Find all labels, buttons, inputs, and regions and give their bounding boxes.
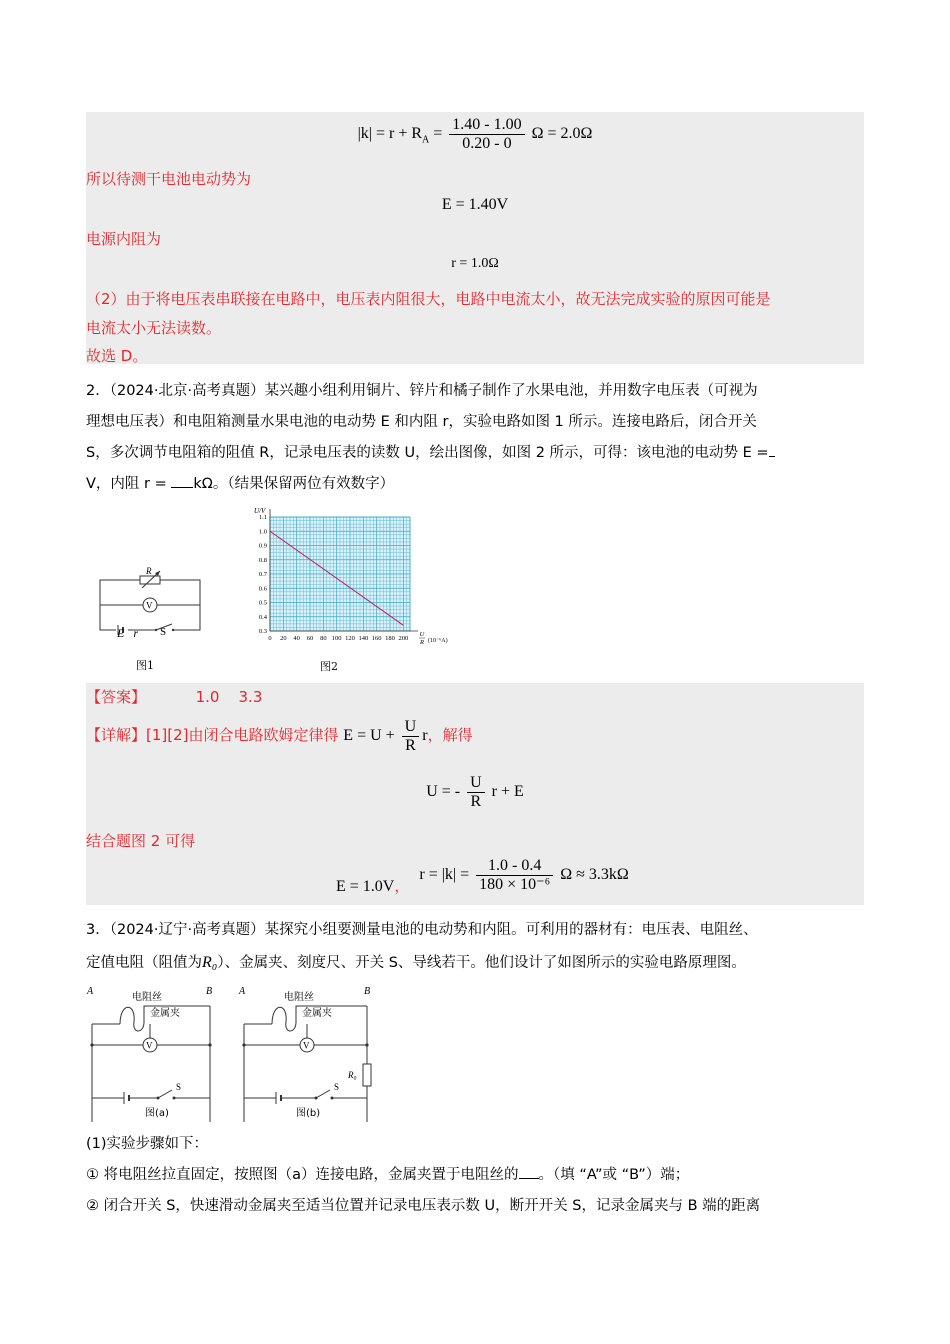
svg-text:R: R [146, 566, 152, 576]
chart-x-tick-label: 140 [358, 635, 369, 642]
fig1-labels: E r [117, 626, 139, 640]
chart-y-tick-label: 0.3 [258, 628, 267, 635]
figure-a-bottom [84, 1070, 224, 1130]
r-equation: r = 1.0Ω [451, 256, 499, 271]
part2-line2: 电流太小无法读数。 [86, 319, 222, 337]
emf-equation: E = 1.40V [441, 196, 509, 213]
q2-line2: 理想电压表）和电阻箱测量水果电池的电动势 E 和内阻 r，实验电路如图 1 所示。连接电路后，闭合开关 [86, 414, 757, 430]
fraction-k: $\frac{1.40 - 1.00}{0.20 - 0}$ [449, 116, 524, 153]
svg-text:V: V [303, 1040, 310, 1051]
chart-y-tick-label: 0.4 [258, 613, 267, 621]
chart-y-tick-label: 0.5 [258, 599, 267, 607]
part2-line1: （2）由于将电压表串联接在电路中，电压表内阻很大，电路中电流太小，故无法完成实验的原因可能是 [86, 290, 771, 308]
chart-x-tick-label: 80 [320, 635, 327, 642]
chart-x-tick-label: 200 [398, 635, 409, 642]
svg-text:R₀: R₀ [348, 1070, 357, 1080]
internal-resistance-text: 电源内阻为 [86, 230, 162, 248]
chart-y-tick-label: 1.0 [258, 528, 267, 536]
chart-x-tick-label: 100 [331, 635, 342, 642]
q3-line2: 定值电阻（阻值为R₀）、金属夹、刻度尺、开关 S、导线若干。他们设计了如图所示的实验电路原理图。 [86, 954, 746, 971]
svg-text:A: A [239, 986, 246, 997]
svg-text:V: V [146, 600, 153, 611]
chart-x-tick-label: 40 [293, 635, 300, 642]
q2-line1: 2．（2024·北京·高考真题）某兴趣小组利用铜片、锌片和橘子制作了水果电池，并用数字电压表（可视为 [86, 383, 758, 399]
q3-steps-title: (1)实验步骤如下： [86, 1136, 209, 1152]
emf-text: 所以待测干电池电动势为 [86, 170, 252, 188]
svg-text:S: S [334, 1082, 340, 1092]
chart-x-tick-label: 0 [268, 635, 272, 642]
svg-text:B: B [206, 986, 213, 997]
chart-y-tick-label: 0.8 [258, 556, 267, 564]
svg-text:金属夹: 金属夹 [150, 1008, 180, 1019]
chart-x-tick-label: 60 [306, 635, 314, 642]
fig1-switch-label: S [160, 626, 167, 638]
fig1-caption: 图1 [136, 659, 154, 672]
svg-text:电阻丝: 电阻丝 [284, 992, 314, 1003]
svg-text:电阻丝: 电阻丝 [132, 992, 162, 1003]
chart-y-tick-label: 1.1 [258, 514, 267, 521]
fig2-caption: 图2 [320, 660, 338, 673]
q2-line4: V，内阻 r = kΩ。（结果保留两位有效数字） [86, 476, 395, 492]
svg-text:V: V [146, 1040, 153, 1051]
choice-text: 故选 D。 [86, 347, 148, 365]
detail-line: 【详解】[1][2]由闭合电路欧姆定律得 E = U + $\frac{U}{R}$ r，解得 [86, 718, 473, 754]
blank-end[interactable] [519, 1178, 539, 1179]
chart-y-tick-label: 0.7 [258, 571, 267, 578]
q3-line1: 3．（2024·辽宁·高考真题）某探究小组要测量电池的电动势和内阻。可利用的器材有：电压表、电阻丝、 [86, 922, 758, 938]
answer-values: 1.0 3.3 [195, 688, 263, 706]
svg-text:S: S [176, 1082, 182, 1092]
svg-text:金属夹: 金属夹 [302, 1008, 332, 1019]
answer-line: 【答案】 1.0 3.3 [86, 688, 263, 706]
figure-1-circuit [96, 566, 216, 636]
chart-x-axis-label-den: R [420, 639, 424, 646]
svg-text:B: B [364, 986, 371, 997]
figure-2-chart [250, 503, 450, 648]
chart-x-tick-label: 20 [280, 635, 287, 642]
q2-line3: S，多次调节电阻箱的阻值 R，记录电压表的读数 U，绘出图像，如图 2 所示，可得：该电池的电动势 E = [86, 441, 775, 462]
fig-reference-text: 结合题图 2 可得 [86, 832, 196, 850]
equation-k: $|k| = r + R_A$ = $\frac{1.40 - 1.00}{0.20 - 0}$ Ω = 2.0Ω [357, 116, 593, 152]
q3-step1: ① 将电阻丝拉直固定，按照图（a）连接电路，金属夹置于电阻丝的 。（填 “A”或 “B”）端； [86, 1167, 690, 1183]
q3-step2: ② 闭合开关 S，快速滑动金属夹至适当位置并记录电压表示数 U，断开开关 S，记录金属夹与 B 端的距离 [86, 1198, 761, 1214]
fig-b-caption: 图(b) [296, 1108, 321, 1119]
chart-y-tick-label: 0.6 [258, 585, 267, 593]
chart-x-tick-label: 160 [371, 635, 382, 642]
chart-y-axis-label: U/V [254, 507, 266, 515]
chart-x-tick-label: 180 [385, 635, 395, 642]
chart-x-tick-label: 120 [345, 635, 355, 642]
svg-text:A: A [87, 986, 94, 997]
fig-a-caption: 图(a) [145, 1108, 169, 1119]
chart-y-tick-label: 0.9 [258, 542, 267, 550]
result-equations: E = 1.0V， r = |k| = $\frac{1.0 - 0.4}{\text{180 × 10⁻⁶}}$ Ω ≈ 3.3kΩ [336, 857, 629, 896]
chart-x-axis-unit: (10⁻⁶A) [428, 638, 448, 644]
blank-r[interactable] [171, 487, 193, 488]
figure-b-bottom [236, 1070, 386, 1130]
equation-u: U = - $\frac{U}{R}$ r + E [426, 774, 524, 810]
chart-x-axis-label-num: U [419, 631, 425, 638]
